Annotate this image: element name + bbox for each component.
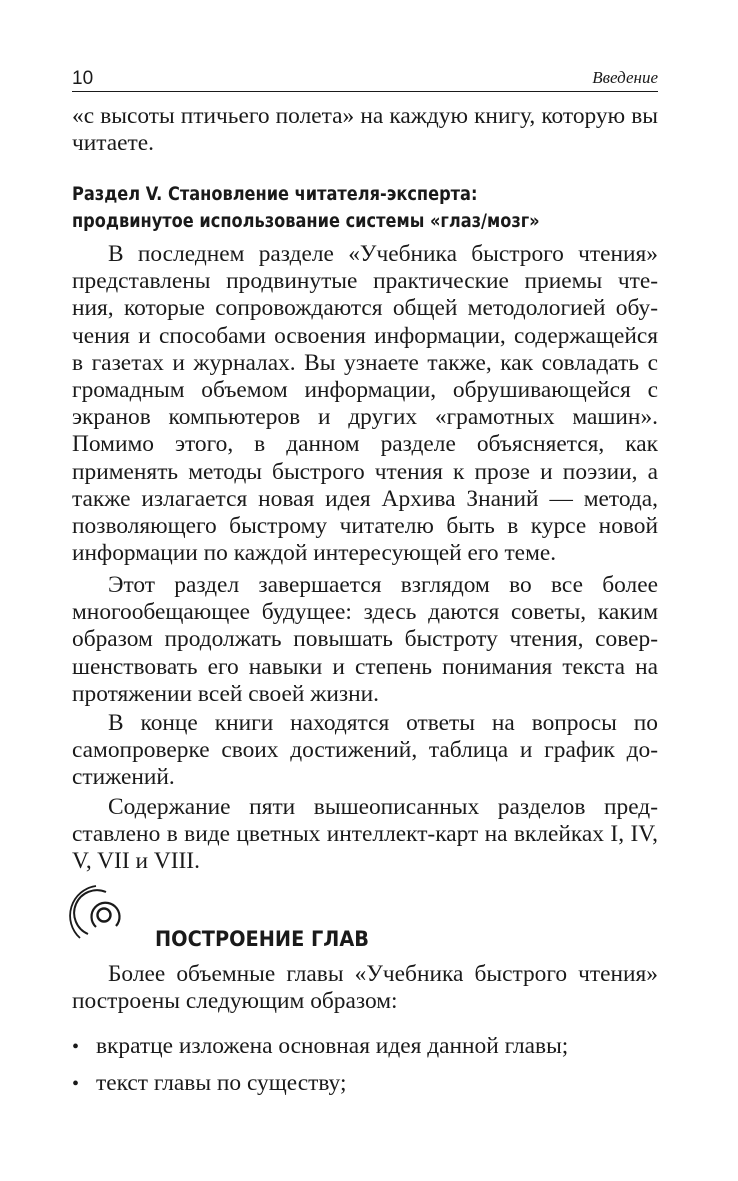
section-v-heading [72, 181, 594, 235]
text-line: вы читаете. [72, 103, 658, 157]
section-v-heading-line: продвинутое использование системы «глаз/мозг» [72, 211, 540, 232]
list-item-text: вкратце изложена основная идея данной главы; [96, 1033, 569, 1059]
bullet-list [72, 1028, 658, 1102]
list-item [72, 1065, 658, 1102]
text-line: с громадным объемом информации, обрушивающейся [72, 349, 658, 404]
text-line: образом продолжать повышать быстроту чтения, совер- [72, 626, 658, 653]
text-line: самопроверке своих достижений, таблица и график до- [72, 737, 658, 764]
list-item [72, 1028, 658, 1065]
text-line: Содержание пяти вышеописанных разделов пред- [108, 794, 658, 820]
text-line: протяжении всей своей жизни. [72, 680, 380, 707]
chapter-structure-body [72, 961, 658, 1015]
text-line: Этот раздел завершается взглядом во все более [108, 572, 658, 598]
text-line: представлены продвинутые практические приемы чте- [72, 268, 658, 295]
text-line: «с высоты птичьего полета» на каждую книгу, которую [72, 103, 626, 129]
text-line: Более объемные главы «Учебника быстрого чтения» [108, 961, 658, 987]
header-rule [72, 91, 658, 92]
chapter-structure-paragraph [72, 961, 658, 1015]
text-line: информации по каждой интересующей его теме. [72, 540, 557, 567]
text-line: В последнем разделе «Учебника быстрого чтения» [108, 241, 658, 267]
page-header [72, 64, 658, 94]
chapter-structure-heading: ПОСТРОЕНИЕ ГЛАВ [155, 927, 370, 951]
text-line: построены следующим образом: [72, 988, 398, 1015]
text-line: В конце книги находятся ответы на вопросы по [108, 710, 658, 736]
page-number: 10 [72, 68, 94, 89]
section-v-body [72, 241, 658, 567]
section-v-body-2 [72, 572, 658, 708]
bullet-mark: • [72, 1036, 80, 1058]
text-line: ния, которые сопровождаются общей методологией обу- [72, 295, 658, 322]
paragraph-4 [72, 794, 658, 876]
text-line: применять методы быстрого чтения к прозе и поэзии, [72, 458, 638, 485]
text-line: шенствовать его навыки и степень понимания текста на [72, 653, 658, 680]
bullet-mark: • [72, 1073, 80, 1095]
text-line: стижений. [72, 764, 175, 791]
text-line: многообещающее будущее: здесь даются советы, каким [72, 599, 658, 626]
text-line: чения и способами освоения информации, содержащейся [72, 322, 658, 349]
section-v-body-4 [72, 794, 658, 876]
section-v-heading-line: Раздел V. Становление читателя-эксперта: [72, 184, 478, 205]
text-line: позволяющего быстрому читателю быть в курсе новой [72, 513, 658, 540]
section-v-body-3 [72, 710, 658, 792]
text-line: а также излагается новая идея Архива Знаний — метода, [72, 458, 658, 512]
text-line: Помимо этого, в данном разделе объясняется, как [72, 431, 658, 458]
concentric-circles-icon [66, 884, 128, 948]
text-line: с экранов компьютеров и других «грамотных машин». [72, 377, 658, 431]
paragraph-1 [72, 241, 658, 567]
intro-text [72, 103, 658, 157]
list-item-text: текст главы по существу; [96, 1070, 347, 1096]
paragraph-2 [72, 572, 658, 708]
paragraph-3 [72, 710, 658, 792]
running-title: Введение [592, 68, 658, 87]
text-line: IV, V, VII и VIII. [72, 821, 658, 875]
text-line: ставлено в виде цветных интеллект-карт на вклейках I, [72, 821, 625, 848]
text-line: в газетах и журналах. Вы узнаете также, как совладать [72, 349, 640, 376]
intro-paragraph [72, 103, 658, 157]
